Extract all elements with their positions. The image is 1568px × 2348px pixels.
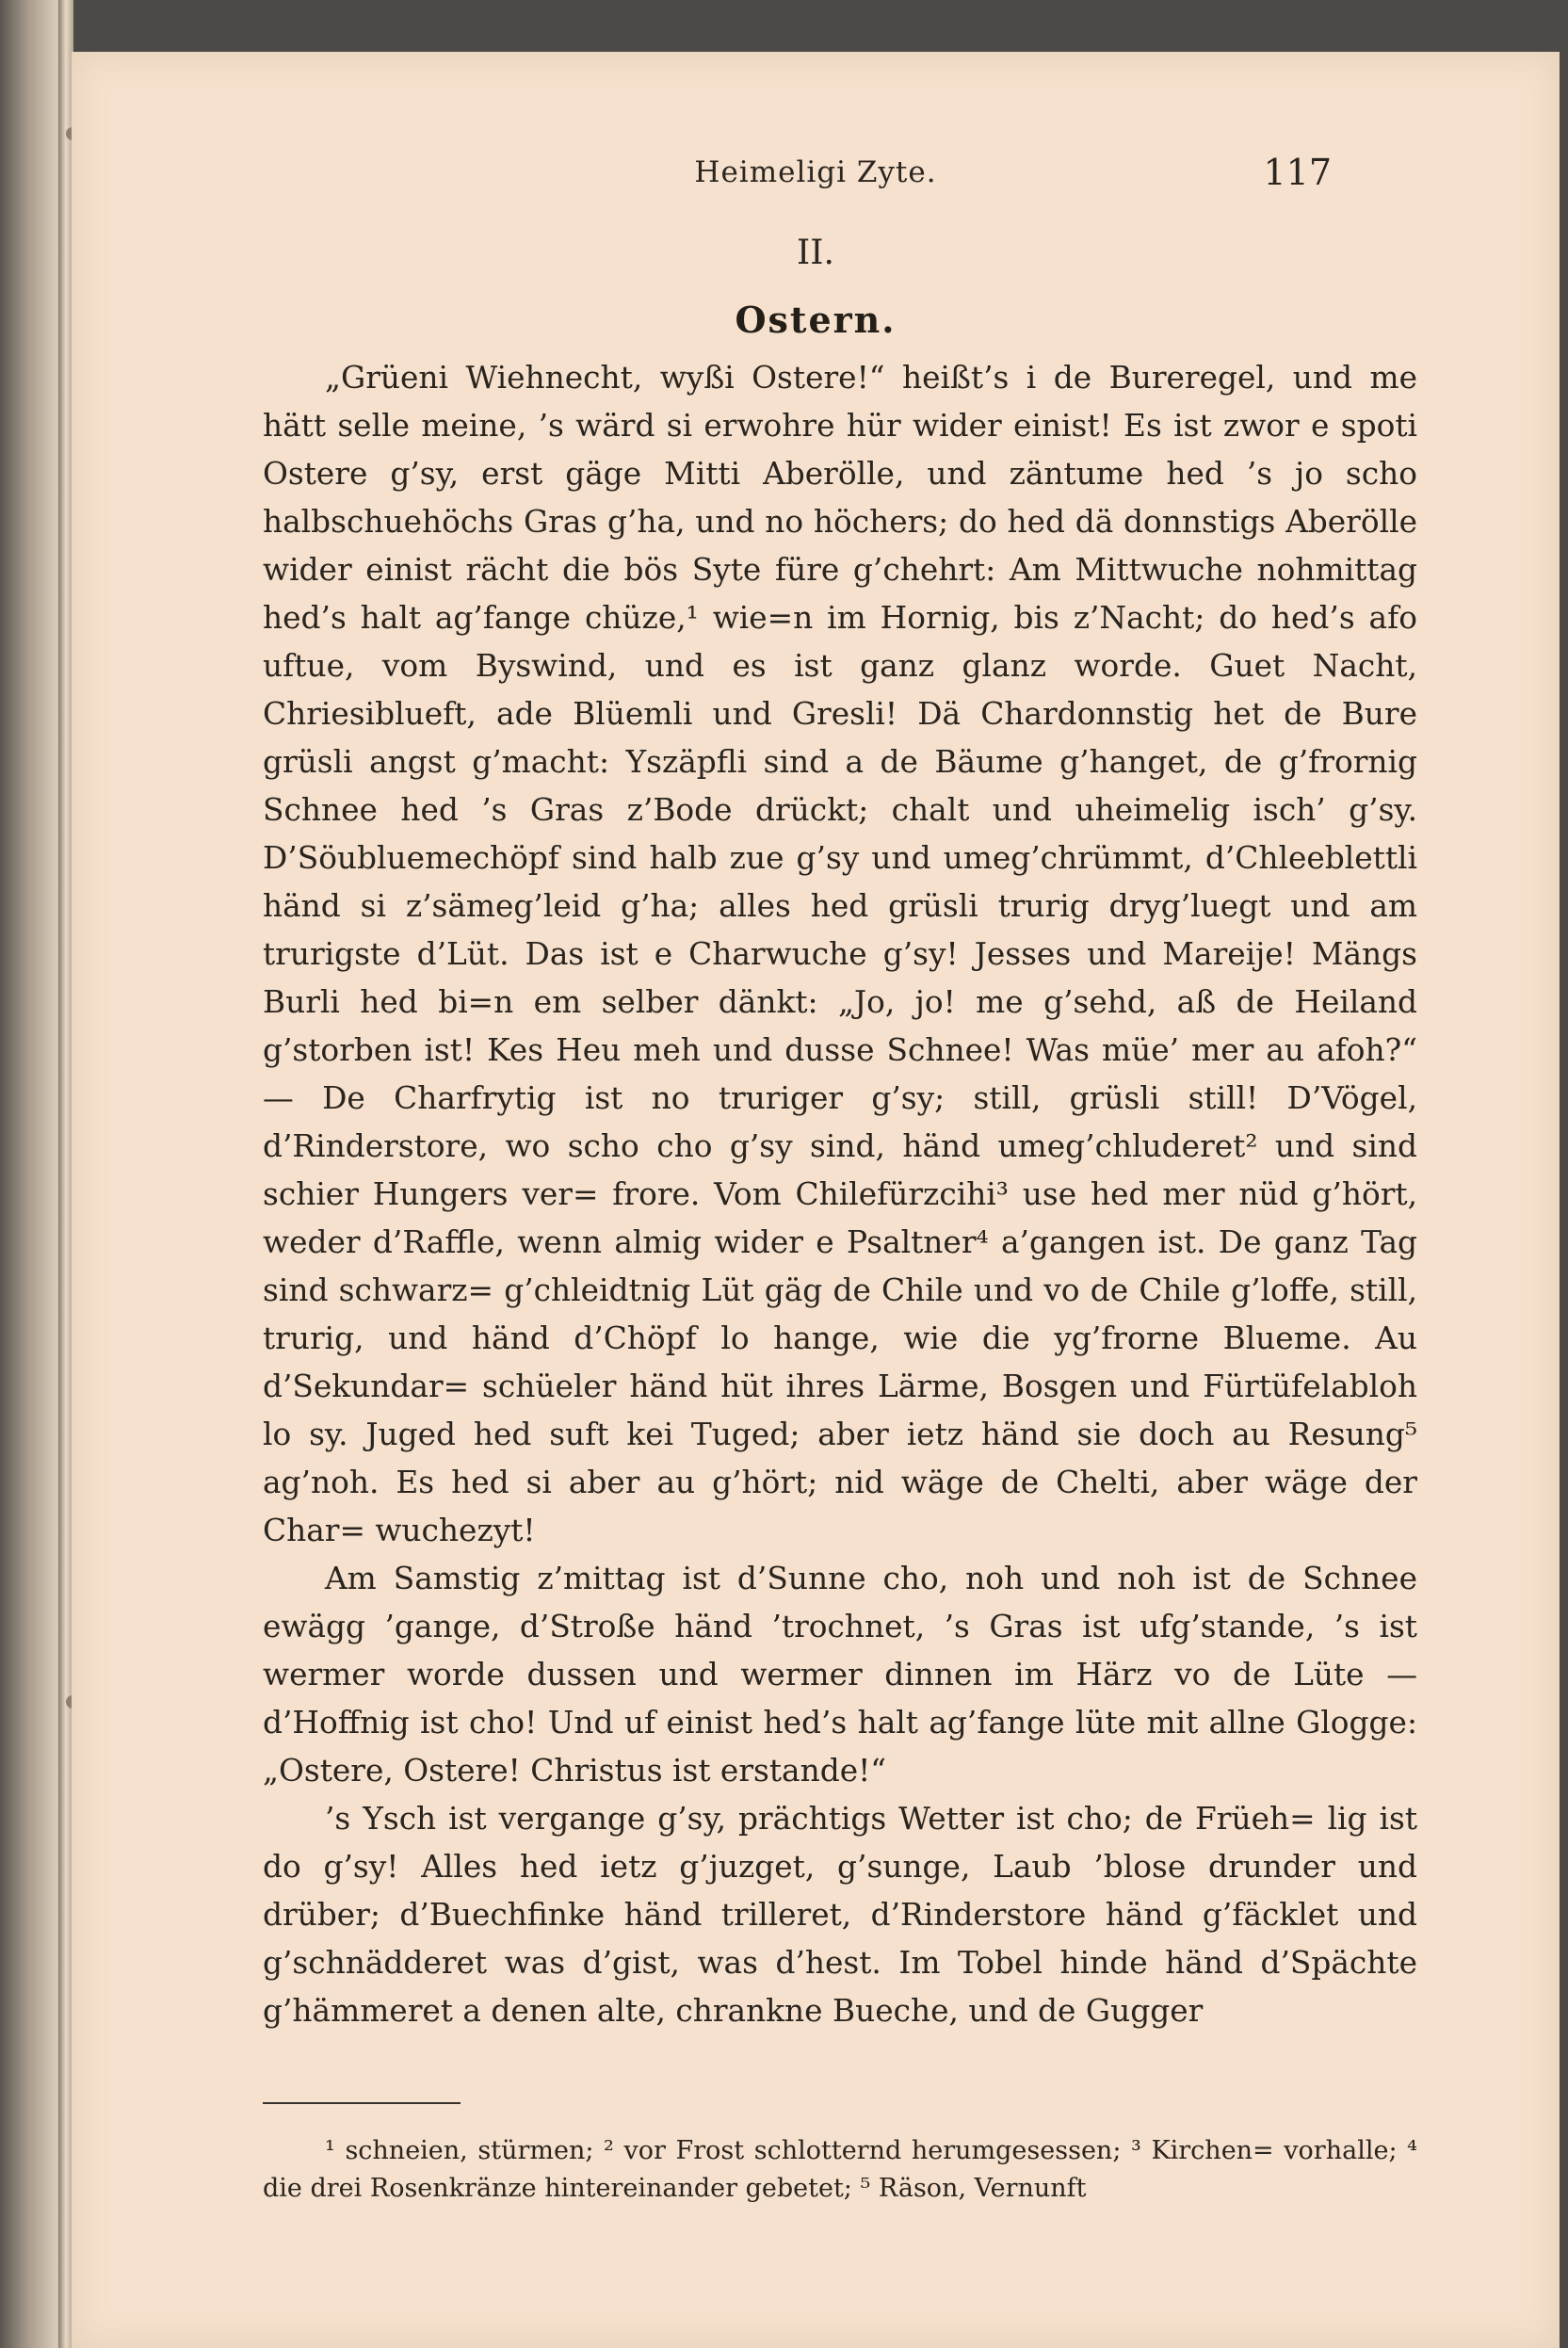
body-text bbox=[263, 354, 1417, 2035]
paragraph: „Grüeni Wiehnecht, wyßi Ostere!“ heißt’s i de Bureregel, und me hätt selle meine, ’s wärd si erwohre hür wider einist! Es ist zwor e spoti Ostere g’sy, erst gäge Mitti Aberölle, und zäntume hed ’s jo scho halbschuehöchs Gras g’ha, und no höchers; do hed dä donnstigs Aberölle wider einist rächt die bös Syte füre g’chehrt: Am Mittwuche nohmittag hed’s halt ag’fange chüze,¹ wie=n im Hornig, bis z’Nacht; do hed’s afo uftue, vom Byswind, und es ist ganz glanz worde. Guet Nacht, Chriesiblueft, ade Blüemli und Gresli! Dä Chardonnstig het de Bure grüsli angst g’macht: Yszäpfli sind a de Bäume g’hanget, de g’frornig Schnee hed ’s Gras z’Bode drückt; chalt und uheimelig isch’ g’sy. D’Söubluemechöpf sind halb zue g’sy und umeg’chrümmt, d’Chleeblettli händ si z’sämeg’leid g’ha; alles hed grüsli trurig dryg’luegt und am trurigste d’Lüt. Das ist e Charwuche g’sy! Jesses und Mareije! Mängs Burli hed bi=n em selber dänkt: „Jo, jo! me g’sehd, aß de Heiland g’storben ist! Kes Heu meh und dusse Schnee! Was müe’ mer au afoh?“ — De Charfrytig ist no truriger g’sy; still, grüsli still! D’Vögel, d’Rinderstore, wo scho cho g’sy sind, händ umeg’chluderet² und sind schier Hungers ver= frore. Vom Chilefürzcihi³ use hed mer nüd g’hört, weder d’Raffle, wenn almig wider e Psaltner⁴ a’gangen ist. De ganz Tag sind schwarz= g’chleidtnig Lüt gäg de Chile und vo de Chile g’loffe, still, trurig, und händ d’Chöpf lo hange, wie die yg’frorne Blueme. Au d’Sekundar= schüeler händ hüt ihres Lärme, Bosgen und Fürtüfelabloh lo sy. Juged hed suft kei Tuged; aber ietz händ sie doch au Resung⁵ ag’noh. Es hed si aber au g’hört; nid wäge de Chelti, aber wäge der Char= wuchezyt! bbox=[263, 360, 1417, 1548]
section-number: II. bbox=[797, 234, 834, 272]
footnote-text: ¹ schneien, stürmen; ² vor Frost schlotternd herumgesessen; ³ Kirchen= vorhalle; ⁴ die drei Rosenkränze hintereinander gebetet; ⁵ Räson, Vernunft bbox=[263, 2136, 1417, 2203]
paragraph: ’s Ysch ist vergange g’sy, prächtigs Wetter ist cho; de Früeh= lig ist do g’sy! Alles hed ietz g’juzget, g’sunge, Laub ’blose drunder und drüber; d’Buechfinke händ trilleret, d’Rinderstore händ g’fäcklet und g’schnädderet was d’gist, was d’hest. Im Tobel hinde händ d’Spächte g’hämmeret a denen alte, chrankne Bueche, und de Gugger bbox=[263, 1801, 1417, 2029]
paragraph: Am Samstig z’mittag ist d’Sunne cho, noh und noh ist de Schnee ewägg ’gange, d’Stroße händ ’trochnet, ’s Gras ist ufg’stande, ’s ist wermer worde dussen und wermer dinnen im Härz vo de Lüte — d’Hoffnig ist cho! Und uf einist hed’s halt ag’fange lüte mit allne Glogge: „Ostere, Ostere! Christus ist erstande!“ bbox=[263, 1561, 1417, 1789]
chapter-title: Ostern. bbox=[735, 299, 897, 341]
page-number: 117 bbox=[1263, 152, 1332, 193]
footnote-divider bbox=[263, 2102, 461, 2104]
book-page bbox=[72, 52, 1560, 2348]
page-header bbox=[72, 152, 1560, 212]
running-title: Heimeligi Zyte. bbox=[694, 155, 937, 189]
footnotes bbox=[263, 2132, 1417, 2208]
